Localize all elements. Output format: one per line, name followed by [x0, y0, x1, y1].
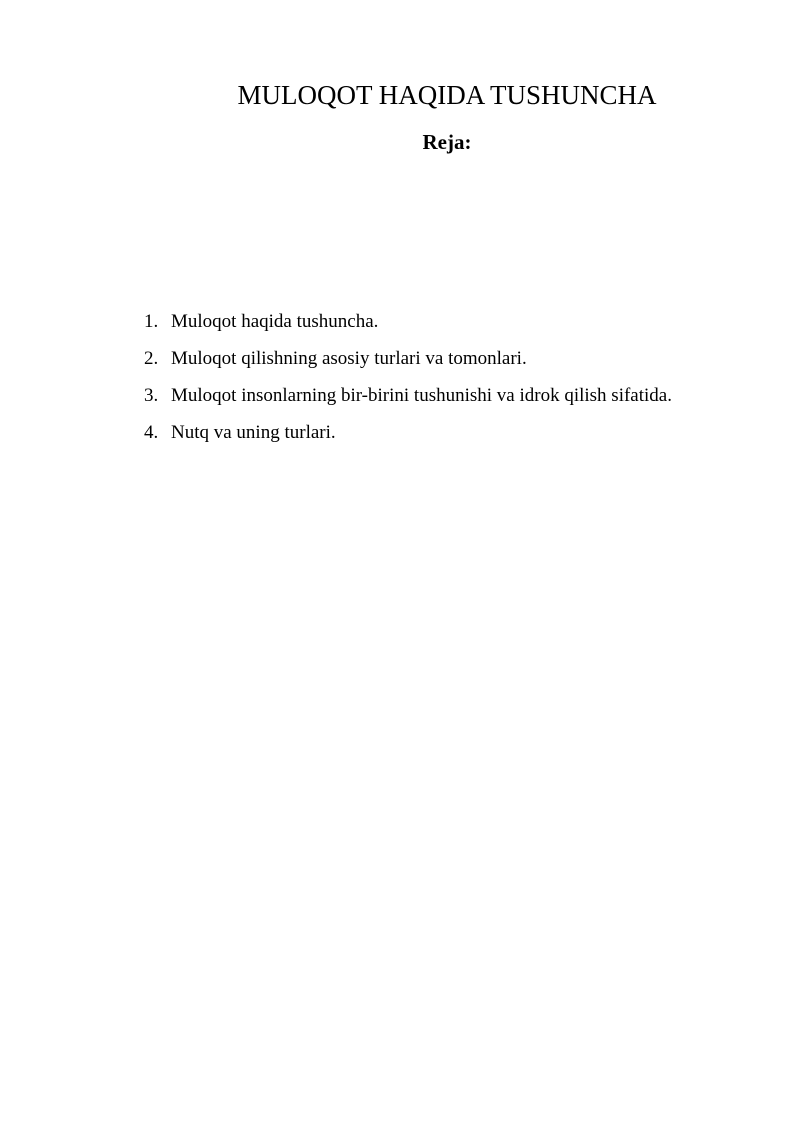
plan-item-text: Muloqot haqida tushuncha.: [171, 311, 379, 332]
plan-item-number: 4.: [144, 422, 159, 443]
plan-item-1: [144, 310, 672, 347]
plan-item-text: Muloqot insonlarning bir-birini tushunishi va idrok qilish sifatida.: [171, 385, 672, 406]
plan-item-number: 1.: [144, 311, 159, 332]
plan-item-text: Muloqot qilishning asosiy turlari va tomonlari.: [171, 348, 527, 369]
plan-item-number: 3.: [144, 385, 159, 406]
plan-item-4: [144, 421, 672, 458]
plan-item-2: [144, 347, 672, 384]
plan-item-3: [144, 384, 672, 421]
page-title: MULOQOT HAQIDA TUSHUNCHA: [237, 80, 657, 110]
plan-heading: Reja:: [422, 130, 472, 154]
plan-item-text: Nutq va uning turlari.: [171, 422, 336, 443]
plan-list: [144, 310, 672, 458]
plan-item-number: 2.: [144, 348, 159, 369]
